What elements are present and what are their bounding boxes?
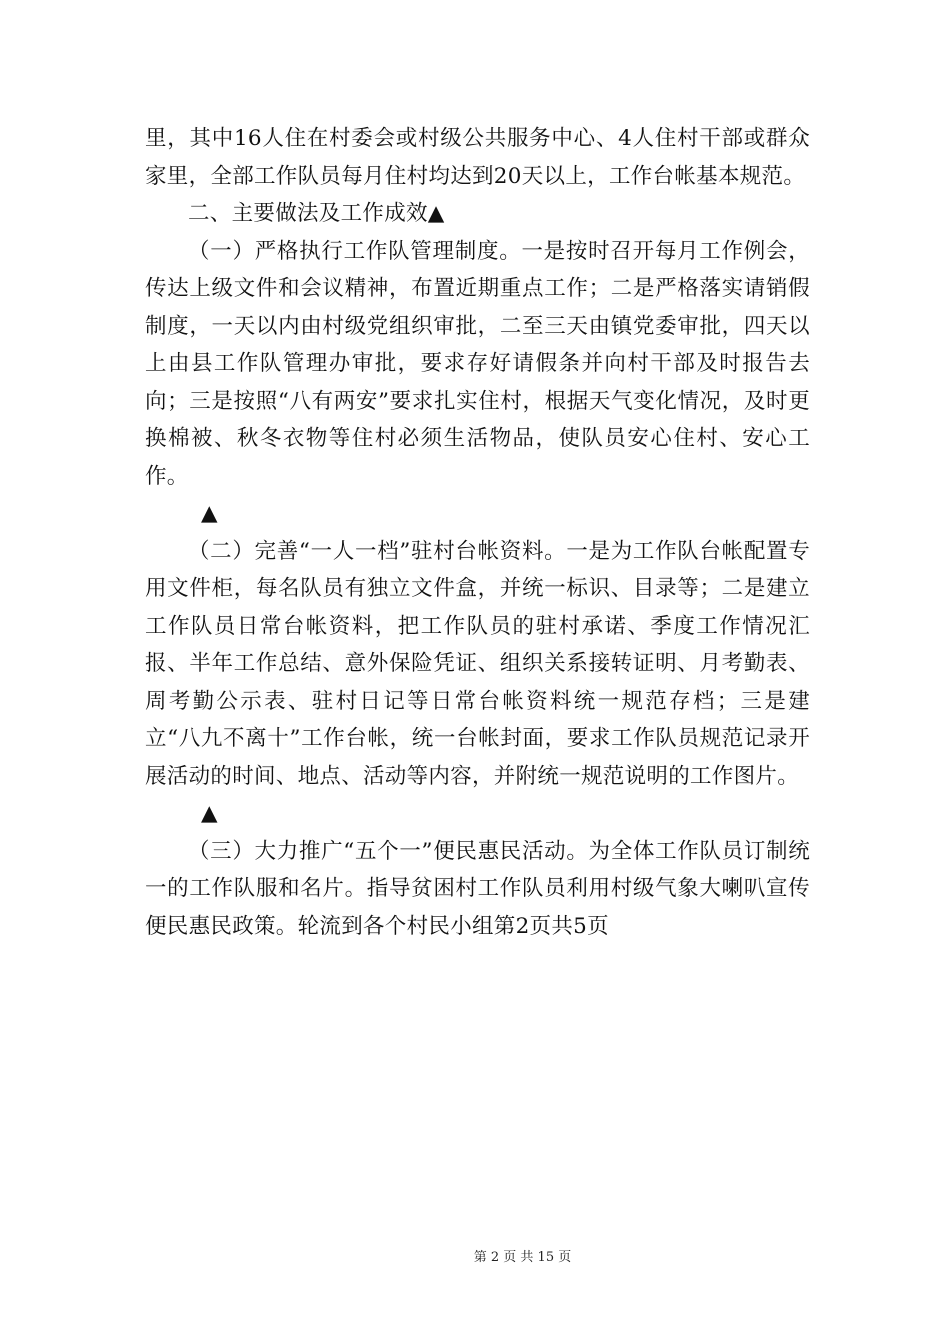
page-footer: 第 2 页 共 15 页 (473, 1250, 572, 1265)
paragraph-management-system: （一）严格执行工作队管理制度。一是按时召开每月工作例会，传达上级文件和会议精神，布置近期重点工作；二是严格落实请销假制度，一天以内由村级党组织审批，二至三天由镇党委审批，四天以上由县工作队管理办审批，要求存好请假条并向村干部及时报告去向；三是按照“八有两安”要求扎实住村，根据天气变化情况，及时更换棉被、秋冬衣物等住村必须生活物品，使队员安心住村、安心工作。 (145, 238, 810, 489)
triangle-marker: ▲ (201, 501, 218, 526)
paragraph-continuation: 里，其中16人住在村委会或村级公共服务中心、4人住村干部或群众家里，全部工作队员每月住村均达到20天以上，工作台帐基本规范。 (145, 126, 810, 189)
paragraph-activities: （三）大力推广“五个一”便民惠民活动。为全体工作队员订制统一的工作队服和名片。指导贫困村工作队员利用村级气象大喇叭宣传便民惠民政策。轮流到各个村民小组第2页共5页 (145, 838, 810, 939)
document-body (145, 120, 810, 945)
section-heading: 二、主要做法及工作成效▲ (188, 201, 445, 226)
triangle-marker: ▲ (201, 801, 218, 826)
paragraph-records: （二）完善“一人一档”驻村台帐资料。一是为工作队台帐配置专用文件柜，每名队员有独立文件盒，并统一标识、目录等；二是建立工作队员日常台帐资料，把工作队员的驻村承诺、季度工作情况汇报、半年工作总结、意外保险凭证、组织关系接转证明、月考勤表、周考勤公示表、驻村日记等日常台帐资料统一规范存档；三是建立“八九不离十”工作台帐，统一台帐封面，要求工作队员规范记录开展活动的时间、地点、活动等内容，并附统一规范说明的工作图片。 (145, 538, 810, 789)
